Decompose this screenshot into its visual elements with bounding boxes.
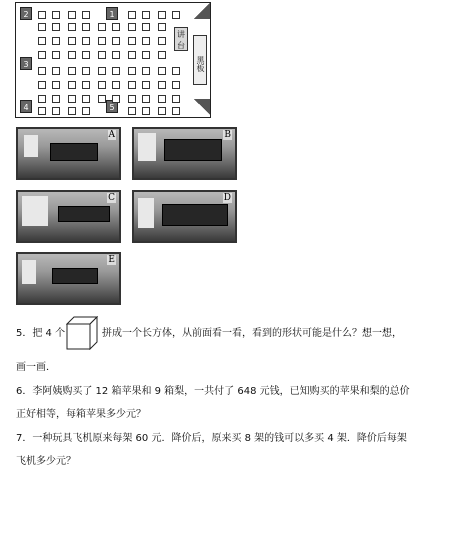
desk [38, 51, 46, 59]
desk [68, 95, 76, 103]
desk [68, 23, 76, 31]
classroom-plan [15, 2, 211, 118]
desk [172, 11, 180, 19]
desk [82, 67, 90, 75]
desk [158, 37, 166, 45]
desk [158, 51, 166, 59]
desk [128, 11, 136, 19]
desk [112, 51, 120, 59]
desk [158, 11, 166, 19]
desk [142, 51, 150, 59]
desk [38, 107, 46, 115]
desk [68, 81, 76, 89]
q7-line2: 飞机多少元？ [16, 456, 76, 467]
desk [172, 67, 180, 75]
photo-label: A [108, 130, 115, 140]
q6-line1: 6．李阿姨购买了 12 箱苹果和 9 箱梨，一共付了 648 元钱，已知购买的苹果和梨的总价 [16, 386, 410, 397]
desk [128, 95, 136, 103]
seat-label: 2 [20, 7, 32, 20]
photo-label: C [108, 193, 115, 203]
desk [142, 11, 150, 19]
desk [68, 37, 76, 45]
desk [112, 95, 120, 103]
desk [128, 81, 136, 89]
photo-b [132, 127, 237, 180]
desk [68, 51, 76, 59]
desk [128, 37, 136, 45]
desk [128, 51, 136, 59]
door-mark [194, 3, 210, 19]
desk [98, 51, 106, 59]
seat-label: 3 [20, 57, 32, 70]
q5-before: 5．把 4 个 [16, 328, 66, 339]
desk [98, 23, 106, 31]
photo-a [16, 127, 121, 180]
desk [158, 23, 166, 31]
desk [82, 81, 90, 89]
desk [98, 67, 106, 75]
q6-line2: 正好相等，每箱苹果多少元？ [16, 409, 146, 420]
photo-e [16, 252, 121, 305]
desk [112, 37, 120, 45]
seat-label: 4 [20, 100, 32, 113]
q7-line1: 7．一种玩具飞机原来每架 60 元．降价后，原来买 8 架的钱可以多买 4 架．降价后每架 [16, 433, 407, 444]
desk [142, 37, 150, 45]
desk [52, 11, 60, 19]
desk [52, 107, 60, 115]
blackboard [193, 35, 207, 85]
seat-label: 5 [106, 100, 118, 113]
desk [142, 107, 150, 115]
door-mark [194, 99, 210, 115]
desk [128, 107, 136, 115]
seat-label: 1 [106, 7, 118, 20]
desk [82, 37, 90, 45]
photo-label: E [108, 255, 115, 265]
desk [112, 81, 120, 89]
q5-line2: 画一画． [16, 362, 56, 373]
desk [52, 51, 60, 59]
desk [112, 67, 120, 75]
desk [82, 107, 90, 115]
desk [68, 67, 76, 75]
desk [38, 67, 46, 75]
photo-label: D [223, 193, 231, 203]
desk [172, 95, 180, 103]
desk [52, 95, 60, 103]
desk [158, 81, 166, 89]
desk [158, 107, 166, 115]
desk [38, 81, 46, 89]
desk [82, 11, 90, 19]
desk [172, 81, 180, 89]
cube-icon [66, 316, 98, 350]
desk [98, 95, 106, 103]
desk [172, 107, 180, 115]
desk [38, 11, 46, 19]
desk [82, 23, 90, 31]
desk [82, 95, 90, 103]
desk [142, 81, 150, 89]
desk [142, 67, 150, 75]
photo-label: B [224, 130, 231, 140]
photo-d [132, 190, 237, 243]
blackboard-label: 黑板 [196, 56, 205, 72]
podium-label: 讲台 [177, 30, 185, 50]
desk [68, 107, 76, 115]
q5-after: 拼成一个长方体，从前面看一看，看到的形状可能是什么？想一想， [102, 328, 402, 339]
desk [128, 23, 136, 31]
desk [38, 37, 46, 45]
desk [112, 23, 120, 31]
desk [38, 95, 46, 103]
desk [142, 95, 150, 103]
desk [128, 67, 136, 75]
podium [174, 27, 188, 51]
desk [158, 95, 166, 103]
desk [52, 23, 60, 31]
desk [98, 81, 106, 89]
desk [158, 67, 166, 75]
desk [38, 23, 46, 31]
desk [52, 81, 60, 89]
desk [68, 11, 76, 19]
photo-c [16, 190, 121, 243]
desk [142, 23, 150, 31]
desk [82, 51, 90, 59]
desk [52, 37, 60, 45]
desk [52, 67, 60, 75]
desk [98, 37, 106, 45]
